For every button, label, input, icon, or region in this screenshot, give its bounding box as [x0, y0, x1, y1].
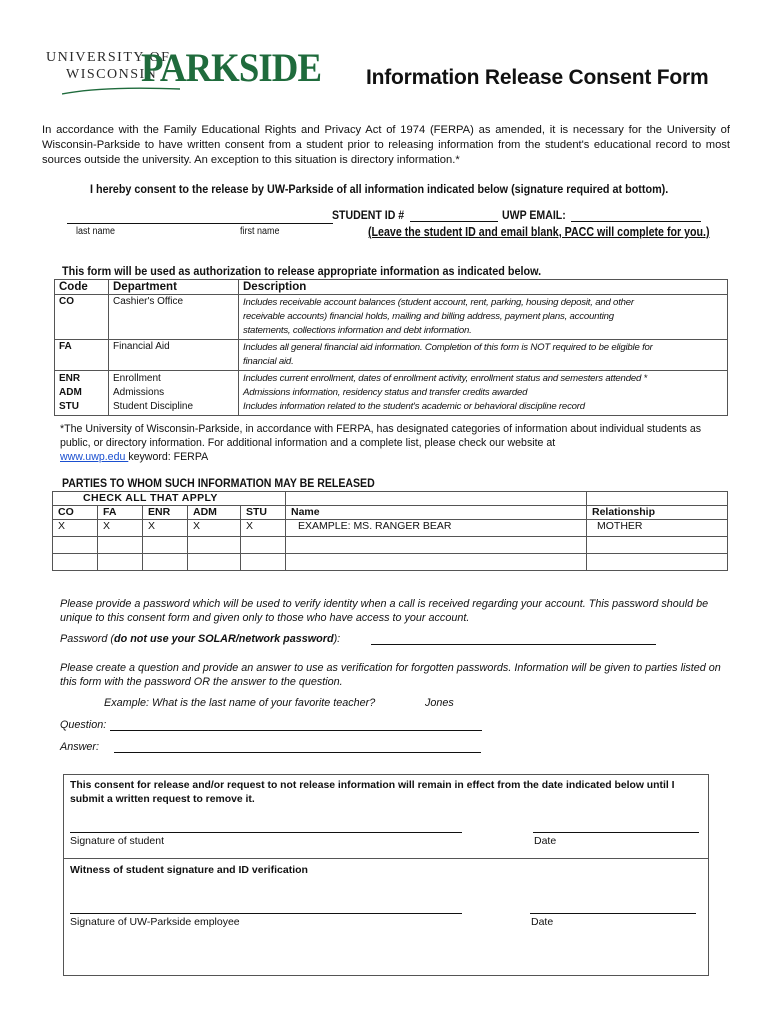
consent-duration-text: This consent for release and/or request to not release information will remain in effect from the date indicated below until I submit a written request to remove it. [70, 780, 675, 805]
example-check-adm[interactable]: X [188, 520, 241, 537]
table-row [55, 371, 728, 416]
pacc-note: (Leave the student ID and email blank, PACC will complete for you.) [368, 224, 710, 239]
intro-paragraph: In accordance with the Family Educational Rights and Privacy Act of 1974 (FERPA) as amended, it is necessary for the University of Wisconsin-Parkside to have written consent from a student prior to releasing information from the student's educational record to most sources outside the university. An exception to this situation is directory information.* [42, 124, 730, 166]
student-date-label: Date [534, 835, 557, 847]
name-cell[interactable] [286, 537, 587, 554]
col-enr: ENR [143, 506, 188, 520]
dept-adm: Admissions [113, 387, 165, 398]
check-cell[interactable] [98, 554, 143, 571]
check-cell[interactable] [98, 537, 143, 554]
check-cell[interactable] [241, 537, 286, 554]
col-adm: ADM [188, 506, 241, 520]
student-signature-label: Signature of student [70, 835, 164, 847]
check-cell[interactable] [188, 537, 241, 554]
dept-enr: Enrollment [113, 373, 161, 384]
ferpa-note [60, 422, 730, 464]
header-description: Description [239, 280, 728, 295]
blank-cell [587, 492, 728, 506]
code-adm: ADM [59, 387, 82, 398]
employee-date-label: Date [531, 916, 554, 928]
logo-wisconsin: WISCONSIN [66, 67, 158, 82]
password-label-bold: do not use your SOLAR/network password [114, 633, 334, 645]
question-example-answer: Jones [425, 697, 454, 709]
code-enr: ENR [59, 373, 81, 384]
desc-line: receivable accounts) financial holds, mailing and billing address, payment plans, accounting [243, 311, 614, 322]
question-instructions: Please create a question and provide an answer to use as verification for forgotten passwords. Information will be given to parties listed on this form with the password OR the answer to the question. [60, 662, 721, 688]
check-cell[interactable] [53, 537, 98, 554]
parties-header-row [53, 506, 728, 520]
desc-cell [239, 340, 728, 371]
student-id-field-line[interactable] [410, 221, 498, 222]
desc-cell [239, 295, 728, 340]
desc-line: Includes receivable account balances (student account, rent, parking, housing deposit, and other [243, 297, 634, 308]
code-stu: STU [59, 401, 79, 412]
logo-swoosh-icon [62, 86, 182, 100]
example-check-enr[interactable]: X [143, 520, 188, 537]
name-field-line[interactable] [67, 222, 333, 224]
form-use-statement: This form will be used as authorization to release appropriate information as indicated below. [62, 264, 542, 278]
example-name[interactable]: EXAMPLE: MS. RANGER BEAR [286, 520, 587, 537]
dept-stu: Student Discipline [113, 401, 194, 412]
desc-enr: Includes current enrollment, dates of enrollment activity, enrollment status and semesters attended * [243, 373, 648, 384]
uwp-email-field-line[interactable] [571, 221, 701, 222]
example-check-fa[interactable]: X [98, 520, 143, 537]
relationship-cell[interactable] [587, 537, 728, 554]
dept-cell: Financial Aid [109, 340, 239, 371]
parties-heading: PARTIES TO WHOM SUCH INFORMATION MAY BE RELEASED [62, 476, 375, 490]
relationship-cell[interactable] [587, 554, 728, 571]
first-name-label: first name [240, 226, 280, 237]
employee-signature-line[interactable] [70, 913, 462, 914]
check-cell[interactable] [143, 537, 188, 554]
password-instructions: Please provide a password which will be used to verify identity when a call is received regarding your account. This password should be unique to this consent form and given only to those who have access to your account. [60, 598, 709, 624]
col-relationship: Relationship [587, 506, 728, 520]
signature-divider [64, 858, 708, 859]
table-row [53, 520, 728, 537]
codes-table [54, 279, 728, 416]
consent-statement: I hereby consent to the release by UW-Parkside of all information indicated below (signature required at bottom). [90, 182, 669, 196]
dept-cell [109, 371, 239, 416]
answer-field-line[interactable] [114, 752, 481, 753]
employee-date-line[interactable] [530, 913, 696, 914]
password-field-line[interactable] [371, 644, 656, 645]
uwp-email-label: UWP EMAIL: [502, 208, 566, 222]
table-row [53, 537, 728, 554]
check-cell[interactable] [53, 554, 98, 571]
code-cell [55, 371, 109, 416]
desc-adm: Admissions information, residency status and transfer credits awarded [243, 387, 528, 398]
blank-cell [286, 492, 587, 506]
question-example: Example: What is the last name of your favorite teacher? [104, 697, 376, 709]
desc-line: Includes all general financial aid information. Completion of this form is NOT required to be eligible for [243, 342, 653, 353]
table-row [53, 554, 728, 571]
table-row [55, 340, 728, 371]
example-check-stu[interactable]: X [241, 520, 286, 537]
header-department: Department [109, 280, 239, 295]
name-cell[interactable] [286, 554, 587, 571]
page-title: Information Release Consent Form [366, 66, 709, 89]
desc-line: statements, collections information and debt information. [243, 325, 472, 336]
uwp-website-link[interactable]: www.uwp.edu [60, 451, 129, 463]
desc-stu: Includes information related to the student's academic or behavioral discipline record [243, 401, 585, 412]
check-all-label: CHECK ALL THAT APPLY [53, 492, 286, 506]
check-all-row [53, 492, 728, 506]
codes-table-header [55, 280, 728, 295]
student-id-label: STUDENT ID # [332, 208, 405, 222]
check-cell[interactable] [241, 554, 286, 571]
check-cell[interactable] [143, 554, 188, 571]
parties-table [52, 491, 728, 571]
check-cell[interactable] [188, 554, 241, 571]
col-stu: STU [241, 506, 286, 520]
witness-heading: Witness of student signature and ID verification [70, 864, 308, 876]
ferpa-keyword: keyword: FERPA [128, 451, 209, 463]
col-fa: FA [98, 506, 143, 520]
password-label-suffix: ): [333, 633, 341, 645]
desc-line: financial aid. [243, 356, 294, 367]
desc-cell [239, 371, 728, 416]
header-code: Code [55, 280, 109, 295]
question-field-line[interactable] [110, 730, 482, 731]
password-label [60, 633, 340, 645]
dept-cell: Cashier's Office [109, 295, 239, 340]
last-name-label: last name [76, 226, 116, 237]
logo-university-of: UNIVERSITY OF [46, 50, 171, 65]
student-date-line[interactable] [533, 832, 699, 833]
col-name: Name [286, 506, 587, 520]
example-check-co[interactable]: X [53, 520, 98, 537]
student-signature-line[interactable] [70, 832, 462, 833]
logo-parkside: PARKSIDE [141, 45, 322, 90]
code-cell: CO [55, 295, 109, 340]
answer-label: Answer: [60, 741, 100, 753]
question-label: Question: [60, 719, 107, 731]
col-co: CO [53, 506, 98, 520]
ferpa-note-text: *The University of Wisconsin-Parkside, in accordance with FERPA, has designated categories of information about individual students as public, or directory information. For additional information and a complete list, please check our website at [60, 423, 702, 449]
table-row [55, 295, 728, 340]
example-relationship[interactable]: MOTHER [587, 520, 728, 537]
password-label-prefix: Password ( [60, 633, 115, 645]
code-cell: FA [55, 340, 109, 371]
employee-signature-label: Signature of UW-Parkside employee [70, 916, 240, 928]
